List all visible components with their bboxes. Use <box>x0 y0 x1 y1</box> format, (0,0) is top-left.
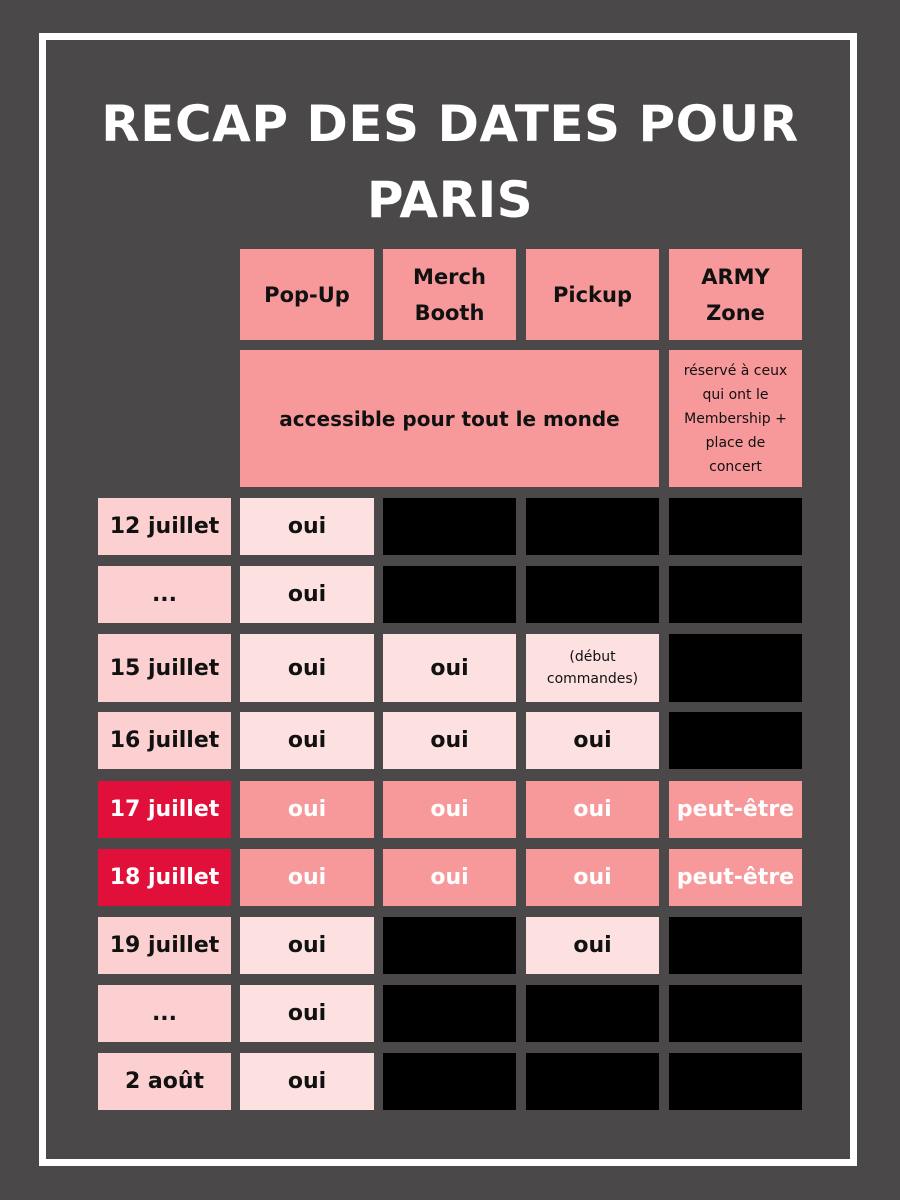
popup-cell <box>240 498 374 555</box>
merch-cell-unavailable <box>383 566 516 623</box>
pickup-cell <box>526 781 659 838</box>
merch-cell-unavailable <box>383 498 516 555</box>
header-pickup-label: Pickup <box>553 282 632 307</box>
header-army-line-2: Zone <box>706 300 765 325</box>
popup-value: oui <box>287 1069 327 1094</box>
popup-cell <box>240 566 374 623</box>
popup-cell <box>240 781 374 838</box>
popup-cell <box>240 849 374 906</box>
army-cell-unavailable <box>669 634 802 702</box>
popup-value: oui <box>287 797 327 822</box>
popup-cell <box>240 1053 374 1110</box>
army-cell-unavailable <box>669 498 802 555</box>
pickup-cell-unavailable <box>526 985 659 1042</box>
army-note-line: réservé à ceux <box>683 362 788 379</box>
date-label: 12 juillet <box>109 514 220 539</box>
date-cell-highlighted <box>98 849 231 906</box>
header-merch-line-2: Booth <box>414 300 485 325</box>
army-note-line: concert <box>709 458 762 475</box>
pickup-note-line: commandes) <box>546 671 639 687</box>
popup-value: oui <box>287 582 327 607</box>
date-cell <box>98 712 231 769</box>
popup-value: oui <box>287 728 327 753</box>
pickup-cell <box>526 849 659 906</box>
date-cell <box>98 1053 231 1110</box>
pickup-note <box>547 646 638 690</box>
pickup-value: oui <box>573 933 612 958</box>
army-value: peut-être <box>676 865 795 890</box>
popup-value: oui <box>287 933 327 958</box>
page-title <box>0 86 900 238</box>
header-merch-label <box>413 259 486 331</box>
popup-cell <box>240 712 374 769</box>
date-label: 16 juillet <box>109 728 220 753</box>
army-note-line: qui ont le <box>702 386 769 403</box>
merch-value: oui <box>430 865 469 890</box>
merch-cell-unavailable <box>383 1053 516 1110</box>
date-label: 17 juillet <box>109 797 220 822</box>
date-cell <box>98 985 231 1042</box>
pickup-value: oui <box>573 728 612 753</box>
date-label: ... <box>151 582 178 607</box>
date-label: 2 août <box>124 1069 205 1094</box>
header-merch-booth <box>383 249 516 340</box>
merch-value: oui <box>430 728 469 753</box>
access-note <box>240 350 659 487</box>
merch-cell <box>383 634 516 702</box>
date-label: 18 juillet <box>109 865 220 890</box>
army-cell-unavailable <box>669 985 802 1042</box>
pickup-cell <box>526 634 659 702</box>
pickup-cell-unavailable <box>526 566 659 623</box>
header-army-zone <box>669 249 802 340</box>
merch-cell <box>383 849 516 906</box>
merch-cell-unavailable <box>383 985 516 1042</box>
merch-value: oui <box>430 655 469 681</box>
merch-cell <box>383 781 516 838</box>
date-cell <box>98 498 231 555</box>
date-cell <box>98 917 231 974</box>
army-cell-unavailable <box>669 1053 802 1110</box>
access-note-text: accessible pour tout le monde <box>279 406 620 431</box>
title-line-1: RECAP DES DATES POUR <box>101 95 799 153</box>
popup-value: oui <box>287 655 327 681</box>
army-restriction-note <box>669 350 802 487</box>
army-cell-unavailable <box>669 566 802 623</box>
date-label: ... <box>151 1001 178 1026</box>
army-note-line: place de <box>705 434 766 451</box>
date-cell <box>98 634 231 702</box>
popup-cell <box>240 634 374 702</box>
header-merch-line-1: Merch <box>413 264 486 289</box>
pickup-cell-unavailable <box>526 498 659 555</box>
title-line-2: PARIS <box>366 171 534 229</box>
merch-cell <box>383 712 516 769</box>
army-value: peut-être <box>676 797 795 822</box>
popup-value: oui <box>287 514 327 539</box>
pickup-cell-unavailable <box>526 1053 659 1110</box>
pickup-note-line: (début <box>569 649 616 665</box>
pickup-value: oui <box>573 865 612 890</box>
date-label: 15 juillet <box>109 655 220 681</box>
popup-cell <box>240 985 374 1042</box>
army-cell <box>669 781 802 838</box>
popup-value: oui <box>287 1001 327 1026</box>
army-cell-unavailable <box>669 712 802 769</box>
header-army-line-1: ARMY <box>701 264 770 289</box>
army-cell <box>669 849 802 906</box>
army-note-line: Membership + <box>684 410 787 427</box>
date-cell-highlighted <box>98 781 231 838</box>
pickup-cell <box>526 917 659 974</box>
date-label: 19 juillet <box>109 933 220 958</box>
date-cell <box>98 566 231 623</box>
header-popup-label: Pop-Up <box>264 282 350 307</box>
header-army-label <box>701 259 770 331</box>
army-cell-unavailable <box>669 917 802 974</box>
merch-value: oui <box>430 797 469 822</box>
merch-cell-unavailable <box>383 917 516 974</box>
header-popup <box>240 249 374 340</box>
popup-cell <box>240 917 374 974</box>
header-pickup <box>526 249 659 340</box>
pickup-value: oui <box>573 797 612 822</box>
pickup-cell <box>526 712 659 769</box>
popup-value: oui <box>287 865 327 890</box>
army-restriction-text <box>684 359 788 479</box>
